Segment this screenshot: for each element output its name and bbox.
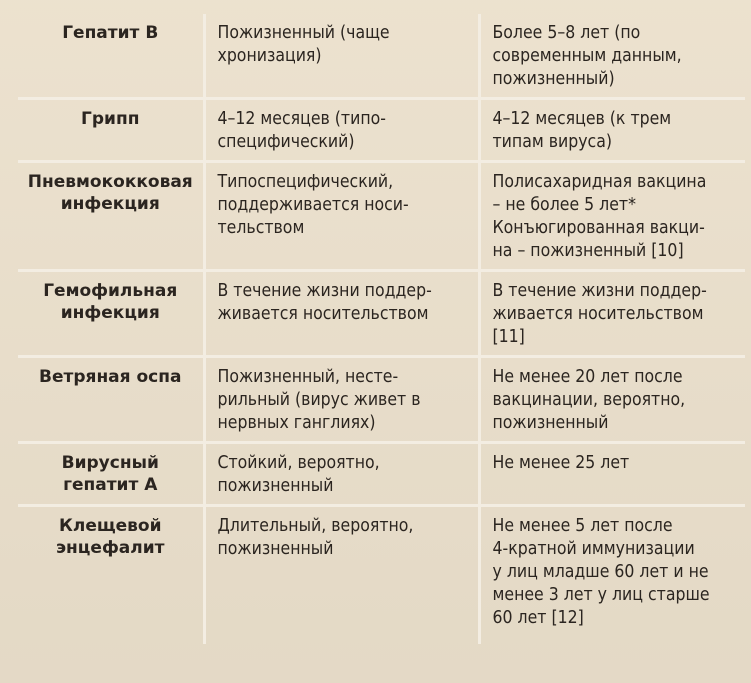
disease-cell: Клещевой энцефалит — [18, 506, 204, 645]
table-row — [18, 506, 745, 645]
disease-cell: Вирусный гепатит А — [18, 443, 204, 506]
immunity-duration-table — [18, 14, 745, 644]
disease-cell: Гепатит В — [18, 14, 204, 99]
vaccine-immunity-cell: В течение жизни поддер- живается носительством [11] — [479, 271, 745, 357]
table-row — [18, 162, 745, 271]
vaccine-immunity-cell: Не менее 25 лет — [479, 443, 745, 506]
table-row — [18, 271, 745, 357]
disease-cell: Грипп — [18, 99, 204, 162]
disease-cell: Ветряная оспа — [18, 357, 204, 443]
natural-immunity-cell: 4–12 месяцев (типо- специфический) — [204, 99, 479, 162]
natural-immunity-cell: Пожизненный, несте- рильный (вирус живет в нервных ганглиях) — [204, 357, 479, 443]
vaccine-immunity-cell: 4–12 месяцев (к трем типам вируса) — [479, 99, 745, 162]
vaccine-immunity-cell: Не менее 20 лет после вакцинации, вероятно, пожизненный — [479, 357, 745, 443]
vaccine-immunity-cell: Более 5–8 лет (по современным данным, пожизненный) — [479, 14, 745, 99]
natural-immunity-cell: В течение жизни поддер- живается носительством — [204, 271, 479, 357]
table-row — [18, 14, 745, 99]
table-row — [18, 443, 745, 506]
natural-immunity-cell: Стойкий, вероятно, пожизненный — [204, 443, 479, 506]
vaccine-immunity-cell: Не менее 5 лет после 4-кратной иммунизации у лиц младше 60 лет и не менее 3 лет у лиц старше 60 лет [12] — [492, 516, 710, 628]
disease-cell: Гемофильная инфекция — [18, 271, 204, 357]
disease-cell: Пневмококковая инфекция — [18, 162, 204, 271]
natural-immunity-cell: Пожизненный (чаще хронизация) — [204, 14, 479, 99]
natural-immunity-cell: Типоспецифический, поддерживается носи- тельством — [204, 162, 479, 271]
vaccine-immunity-cell: Полисахаридная вакцина – не более 5 лет* Конъюгированная вакци- на – пожизненный [10] — [479, 162, 745, 271]
table-row — [18, 99, 745, 162]
natural-immunity-cell: Длительный, вероятно, пожизненный — [204, 506, 479, 645]
table-row — [18, 357, 745, 443]
